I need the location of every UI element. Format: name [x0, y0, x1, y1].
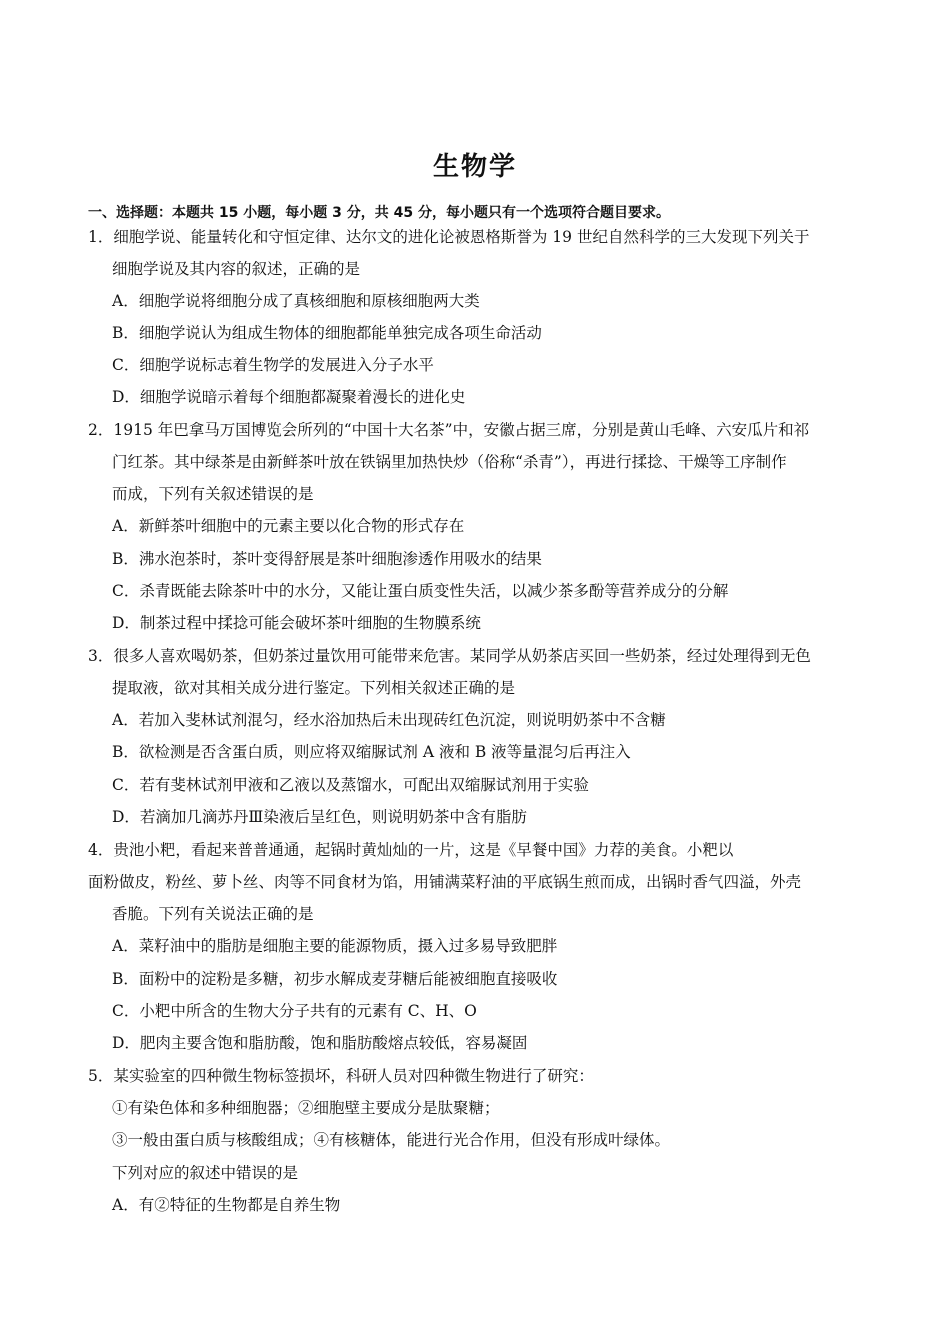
question-5-line-4: 下列对应的叙述中错误的是	[112, 1164, 299, 1182]
question-5-option-a: A．有②特征的生物都是自养生物	[112, 1196, 341, 1214]
question-3-option-b: B．欲检测是否含蛋白质，则应将双缩脲试剂 A 液和 B 液等量混匀后再注入	[112, 743, 631, 761]
question-1-option-d: D．细胞学说暗示着每个细胞都凝聚着漫长的进化史	[112, 388, 466, 406]
page-title: 生物学	[432, 152, 517, 182]
question-3-option-d: D．若滴加几滴苏丹Ⅲ染液后呈红色，则说明奶茶中含有脂肪	[112, 808, 527, 826]
question-3-line-1: 3．很多人喜欢喝奶茶，但奶茶过量饮用可能带来危害。某同学从奶茶店买回一些奶茶，经过处理得到无色	[88, 647, 811, 665]
question-2-line-3: 而成，下列有关叙述错误的是	[112, 485, 314, 503]
question-3-line-2: 提取液，欲对其相关成分进行鉴定。下列相关叙述正确的是	[112, 679, 516, 697]
question-4-option-c: C．小粑中所含的生物大分子共有的元素有 C、H、O	[112, 1002, 477, 1020]
question-4-line-3: 香脆。下列有关说法正确的是	[112, 905, 314, 923]
question-number: 2．	[88, 421, 114, 439]
question-number: 4．	[88, 841, 114, 859]
question-1-option-a: A．细胞学说将细胞分成了真核细胞和原核细胞两大类	[112, 292, 480, 310]
section-header: 一、选择题：本题共 15 小题，每小题 3 分，共 45 分，每小题只有一个选项符合题目要求。	[88, 205, 670, 221]
question-1-line-2: 细胞学说及其内容的叙述，正确的是	[112, 260, 361, 278]
question-4-option-a: A．菜籽油中的脂肪是细胞主要的能源物质，摄入过多易导致肥胖	[112, 937, 558, 955]
question-2-option-b: B．沸水泡茶时，茶叶变得舒展是茶叶细胞渗透作用吸水的结果	[112, 550, 542, 568]
question-3-option-c: C．若有斐林试剂甲液和乙液以及蒸馏水，可配出双缩脲试剂用于实验	[112, 776, 589, 794]
question-2-line-2: 门红茶。其中绿茶是由新鲜茶叶放在铁锅里加热快炒（俗称“杀青”），再进行揉捻、干燥等工序制作	[112, 453, 787, 471]
question-number: 5．	[88, 1067, 114, 1085]
question-1-option-b: B．细胞学说认为组成生物体的细胞都能单独完成各项生命活动	[112, 324, 542, 342]
question-4-option-b: B．面粉中的淀粉是多糖，初步水解成麦芽糖后能被细胞直接吸收	[112, 970, 558, 988]
question-1-option-c: C．细胞学说标志着生物学的发展进入分子水平	[112, 356, 434, 374]
question-2-option-a: A．新鲜茶叶细胞中的元素主要以化合物的形式存在	[112, 517, 465, 535]
question-4-line-1: 4．贵池小粑，看起来普普通通，起锅时黄灿灿的一片，这是《早餐中国》力荐的美食。小粑以	[88, 841, 734, 859]
question-5-line-1: 5．某实验室的四种微生物标签损坏，科研人员对四种微生物进行了研究：	[88, 1067, 594, 1085]
question-3-option-a: A．若加入斐林试剂混匀，经水浴加热后未出现砖红色沉淀，则说明奶茶中不含糖	[112, 711, 666, 729]
question-4-option-d: D．肥肉主要含饱和脂肪酸，饱和脂肪酸熔点较低，容易凝固	[112, 1034, 528, 1052]
question-2-option-d: D．制茶过程中揉捻可能会破坏茶叶细胞的生物膜系统	[112, 614, 481, 632]
question-number: 1．	[88, 228, 114, 246]
question-4-line-2: 面粉做皮，粉丝、萝卜丝、肉等不同食材为馅，用铺满菜籽油的平底锅生煎而成，出锅时香气四溢，外壳	[88, 873, 802, 891]
question-5-line-2: ①有染色体和多种细胞器；②细胞壁主要成分是肽聚糖；	[112, 1099, 500, 1117]
question-2-option-c: C．杀青既能去除茶叶中的水分，又能让蛋白质变性失活，以减少茶多酚等营养成分的分解	[112, 582, 729, 600]
question-number: 3．	[88, 647, 114, 665]
question-1-line-1: 1．细胞学说、能量转化和守恒定律、达尔文的进化论被恩格斯誉为 19 世纪自然科学的三大发现下列关于	[88, 228, 810, 246]
question-5-line-3: ③一般由蛋白质与核酸组成；④有核糖体，能进行光合作用，但没有形成叶绿体。	[112, 1131, 671, 1149]
question-2-line-1: 2．1915 年巴拿马万国博览会所列的“中国十大名茶”中，安徽占据三席，分别是黄山毛峰、六安瓜片和祁	[88, 421, 810, 439]
